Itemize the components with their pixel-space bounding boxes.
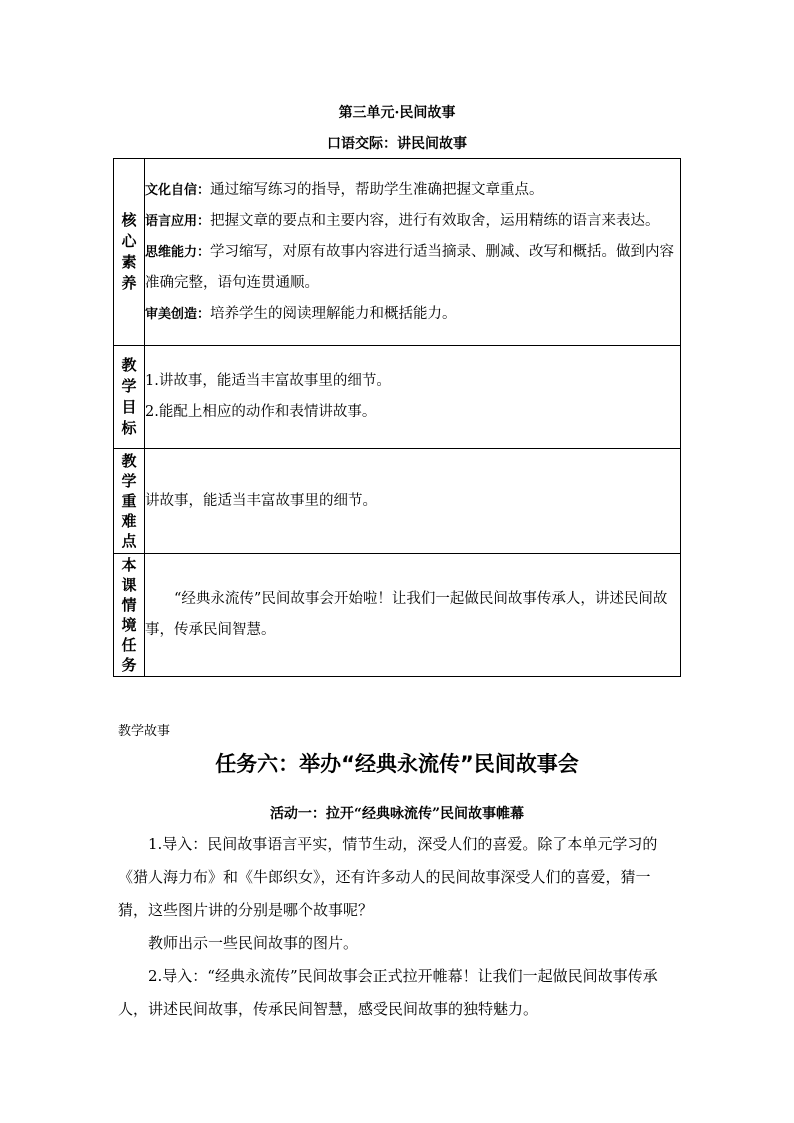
table-row-task — [114, 554, 681, 677]
core-key: 思维能力： — [145, 244, 211, 260]
row-label-goals — [114, 346, 145, 449]
core-text: 培养学生的阅读理解能力和概括能力。 — [210, 305, 457, 322]
row-label-text: 核心素养 — [121, 211, 137, 292]
core-key: 审美创造： — [145, 306, 211, 322]
paragraph: 教师出示一些民间故事的图片。 — [148, 934, 359, 952]
lesson-plan-table — [113, 158, 681, 677]
core-item — [145, 206, 680, 237]
core-item — [145, 237, 680, 299]
key-points-text: 讲故事，能适当丰富故事里的细节。 — [145, 492, 377, 509]
paragraph: 2.导入：“经典永流传”民间故事会正式拉开帷幕！让我们一起做民间故事传承人，讲述民间故事，传承民间智慧，感受民间故事的独特魅力。 — [118, 967, 658, 1018]
unit-title: 第三单元·民间故事 — [338, 105, 456, 121]
goal-item: 2.能配上相应的动作和表情讲故事。 — [145, 404, 377, 420]
row-label-task — [114, 554, 145, 677]
goal-item: 1.讲故事，能适当丰富故事里的细节。 — [145, 373, 391, 389]
core-item — [145, 175, 680, 206]
table-row-key-points — [114, 449, 681, 554]
table-row-core — [114, 159, 681, 346]
core-text: 通过缩写练习的指导，帮助学生准确把握文章重点。 — [210, 181, 544, 198]
table-row-goals — [114, 346, 681, 449]
core-key: 文化自信： — [145, 182, 211, 198]
core-content — [145, 159, 681, 346]
key-points-content — [145, 449, 681, 554]
row-label-text: 教学目标 — [121, 356, 137, 437]
row-label-core — [114, 159, 145, 346]
row-label-key-points — [114, 449, 145, 554]
lesson-title: 口语交际：讲民间故事 — [327, 136, 467, 152]
section-label: 教学故事 — [118, 724, 171, 739]
task-title: 任务六：举办“经典永流传”民间故事会 — [215, 752, 579, 776]
core-text: 把握文章的要点和主要内容，进行有效取舍，运用精练的语言来表达。 — [210, 212, 660, 229]
core-key: 语言应用： — [145, 213, 211, 229]
core-text: 学习缩写，对原有故事内容进行适当摘录、删减、改写和概括。做到内容准确完整，语句连贯通顺。 — [145, 243, 675, 291]
row-label-text: 本课情境任务 — [121, 555, 137, 674]
body-text — [118, 828, 678, 1026]
task-text: “经典永流传”民间故事会开始啦！让我们一起做民间故事传承人，讲述民间故事，传承民间智慧。 — [145, 591, 668, 638]
row-label-text: 教学重难点 — [121, 451, 137, 550]
core-item — [145, 299, 680, 330]
goals-content — [145, 346, 681, 449]
task-content — [145, 554, 681, 677]
activity-title: 活动一：拉开“经典咏流传”民间故事帷幕 — [269, 806, 525, 822]
paragraph: 1.导入：民间故事语言平实，情节生动，深受人们的喜爱。除了本单元学习的《猎人海力布》和《牛郎织女》，还有许多动人的民间故事深受人们的喜爱，猜一猜，这些图片讲的分别是哪个故事呢？ — [118, 835, 658, 919]
